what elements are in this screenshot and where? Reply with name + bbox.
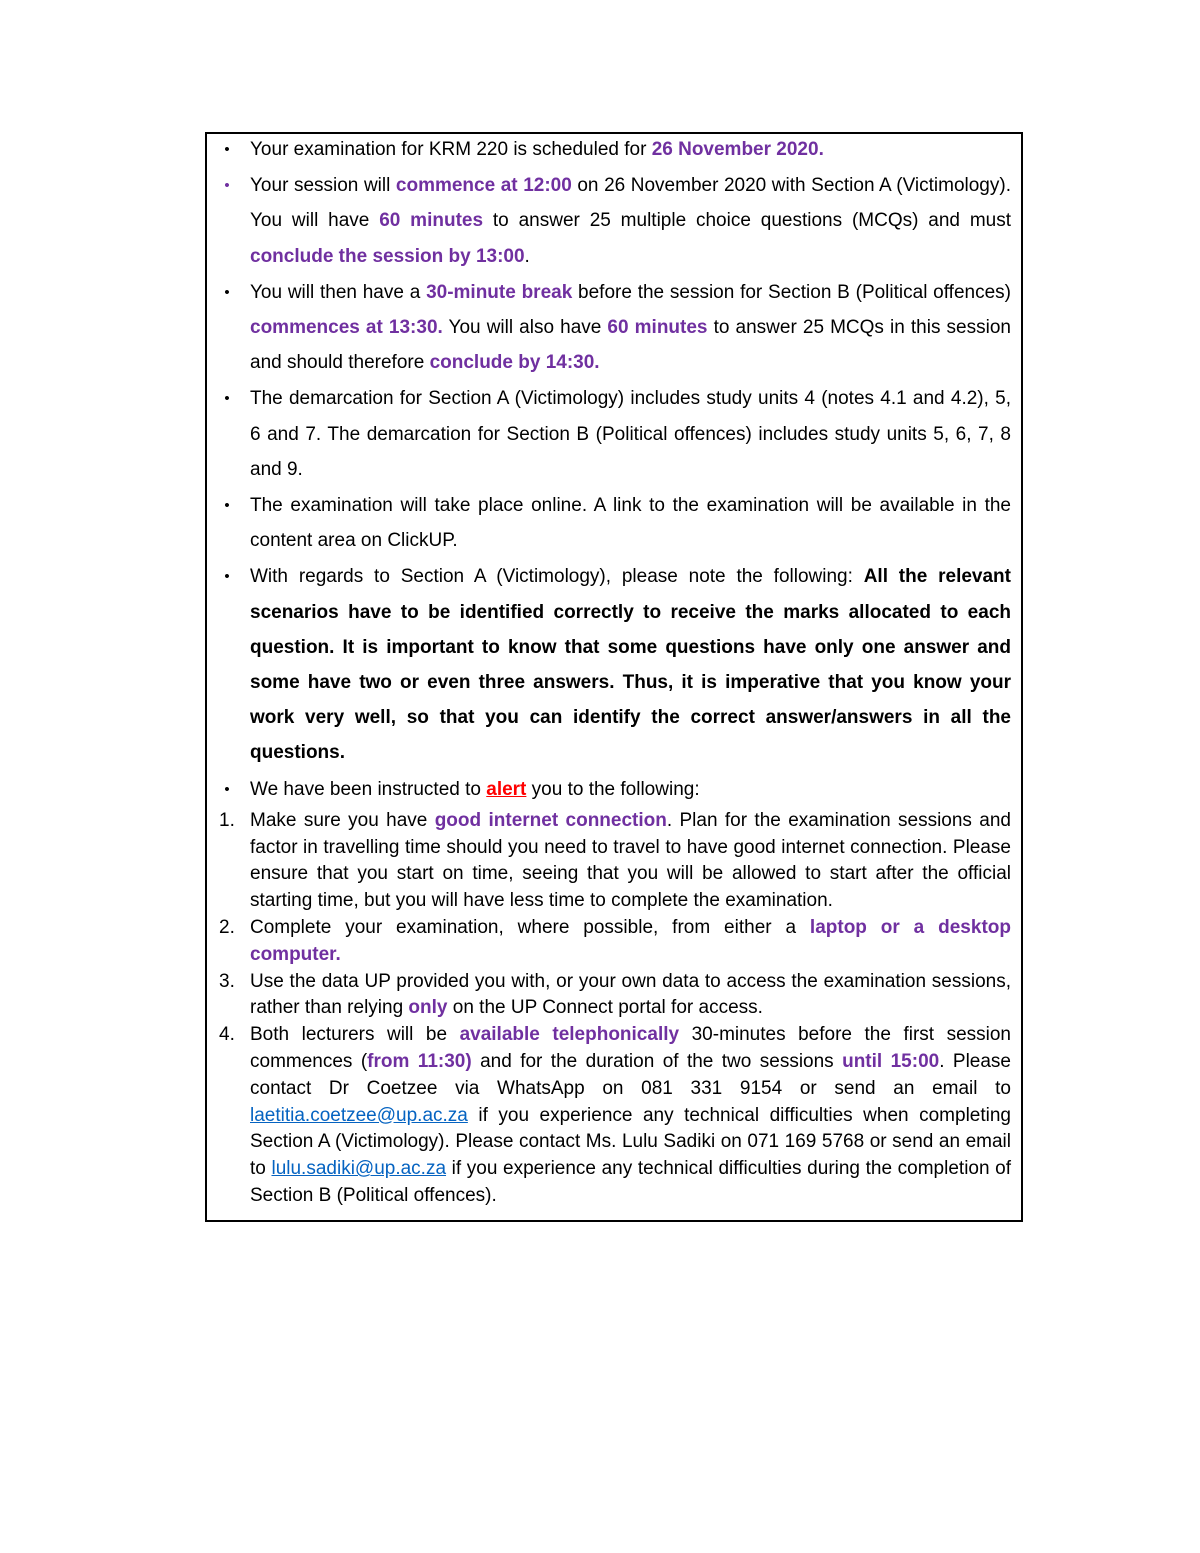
- bullet-item-online: [219, 488, 1011, 558]
- item-number: 1.: [219, 809, 235, 831]
- item-number: 2.: [219, 917, 235, 939]
- text: Complete your examination, where possible, from either a: [250, 917, 810, 939]
- highlight: only: [408, 997, 448, 1019]
- text: The demarcation for Section A (Victimology) includes study units 4 (notes 4.1 and 4.2), 5, 6 and 7. The demarcation for Section B (Political offences) includes study units 5, 6, 7, 8 and 9.: [250, 388, 1011, 480]
- bullet-item-section-a-session: [219, 168, 1011, 274]
- text: to answer 25 MCQs in this session and should therefore: [250, 317, 1011, 374]
- numbered-item-contact: [219, 1022, 1011, 1210]
- text: and for the duration of the two sessions: [471, 1051, 843, 1073]
- text: .: [524, 245, 530, 267]
- highlight: available telephonically: [459, 1024, 680, 1046]
- numbered-item-internet: [219, 808, 1011, 915]
- text: if you experience any technical difficulties when completing Section A (Victimology). Please contact Ms. Lulu Sadiki on 071 169 5768 or send an email to: [250, 1104, 1011, 1180]
- text: We have been instructed to: [250, 778, 487, 800]
- bullet-icon: •: [224, 177, 230, 195]
- bullet-item-demarcation: [219, 381, 1011, 487]
- text: You will then have a: [250, 281, 427, 303]
- exam-date: 26 November 2020.: [651, 139, 824, 160]
- item-number: 3.: [219, 970, 235, 992]
- numbered-item-device: [219, 915, 1011, 969]
- highlight: good internet connection: [434, 809, 667, 831]
- bullet-item-alert: [219, 772, 1011, 807]
- text: on the UP Connect portal for access.: [447, 997, 763, 1019]
- highlight: from 11:30): [367, 1051, 472, 1073]
- conclude-time: conclude the session by 13:00: [250, 245, 525, 267]
- duration: 60 minutes: [379, 210, 484, 232]
- exam-notice-box: [205, 132, 1023, 1222]
- commence-time: commence at 12:00: [395, 175, 572, 197]
- email-link-sadiki[interactable]: lulu.sadiki@up.ac.za: [271, 1158, 447, 1180]
- highlight: laptop or a desktop computer.: [250, 917, 1011, 965]
- bullet-icon: •: [224, 141, 230, 158]
- alert-word: alert: [486, 778, 527, 800]
- break-duration: 30-minute break: [426, 281, 573, 303]
- text: Both lecturers will be: [250, 1024, 460, 1046]
- email-link-coetzee[interactable]: laetitia.coetzee@up.ac.za: [250, 1104, 468, 1126]
- text: With regards to Section A (Victimology), please note the following:: [250, 566, 864, 588]
- numbered-item-data: [219, 969, 1011, 1023]
- text: before the session for Section B (Political offences): [572, 281, 1011, 303]
- bullet-list: [219, 132, 1011, 807]
- text: Use the data UP provided you with, or your own data to access the examination sessions, rather than relying: [250, 970, 1011, 1019]
- bullet-icon: •: [224, 568, 230, 586]
- text: on 26 November 2020 with Section A (Victimology). You will have: [250, 175, 1011, 232]
- text: . Plan for the examination sessions and factor in travelling time should you need to travel to have good internet connection. Please ensure that you start on time, seeing that you will be allowed to start after the official starting time, but you will have less time to complete the examination.: [250, 809, 1011, 912]
- bullet-icon: •: [224, 283, 230, 301]
- text: if you experience any technical difficulties during the completion of Section B (Political offences).: [250, 1158, 1012, 1207]
- highlight: until 15:00: [842, 1051, 940, 1073]
- bullet-item-schedule: [219, 132, 1011, 167]
- bullet-icon: •: [224, 780, 230, 798]
- text: Your examination for KRM 220 is scheduled for: [250, 139, 652, 160]
- item-number: 4.: [219, 1024, 235, 1046]
- duration: 60 minutes: [607, 317, 708, 339]
- commence-time: commences at 13:30.: [250, 317, 443, 339]
- text: The examination will take place online. A link to the examination will be available in the content area on ClickUP.: [250, 495, 1011, 552]
- text: Your session will: [250, 175, 396, 197]
- important-note: All the relevant scenarios have to be identified correctly to receive the marks allocated to each question. It is important to know that some questions have only one answer and some have two or even three answers. Thus, it is imperative that you know your work very well, so that you can identify the correct answer/answers in all the questions.: [250, 566, 1011, 764]
- text: Make sure you have: [250, 809, 435, 831]
- bullet-icon: •: [224, 497, 230, 515]
- text: You will also have: [442, 317, 608, 339]
- text: 30-minutes before the first session commences (: [250, 1024, 1012, 1073]
- text: . Please contact Dr Coetzee via WhatsApp on 081 331 9154 or send an email to: [250, 1051, 1011, 1099]
- numbered-list: [219, 808, 1011, 1210]
- text: to answer 25 multiple choice questions (MCQs) and must: [483, 210, 1012, 232]
- text: you to the following:: [526, 778, 700, 800]
- bullet-item-section-b-session: [219, 275, 1011, 381]
- bullet-icon: •: [224, 390, 230, 408]
- conclude-time: conclude by 14:30.: [429, 352, 600, 374]
- bullet-item-section-a-note: [219, 559, 1011, 770]
